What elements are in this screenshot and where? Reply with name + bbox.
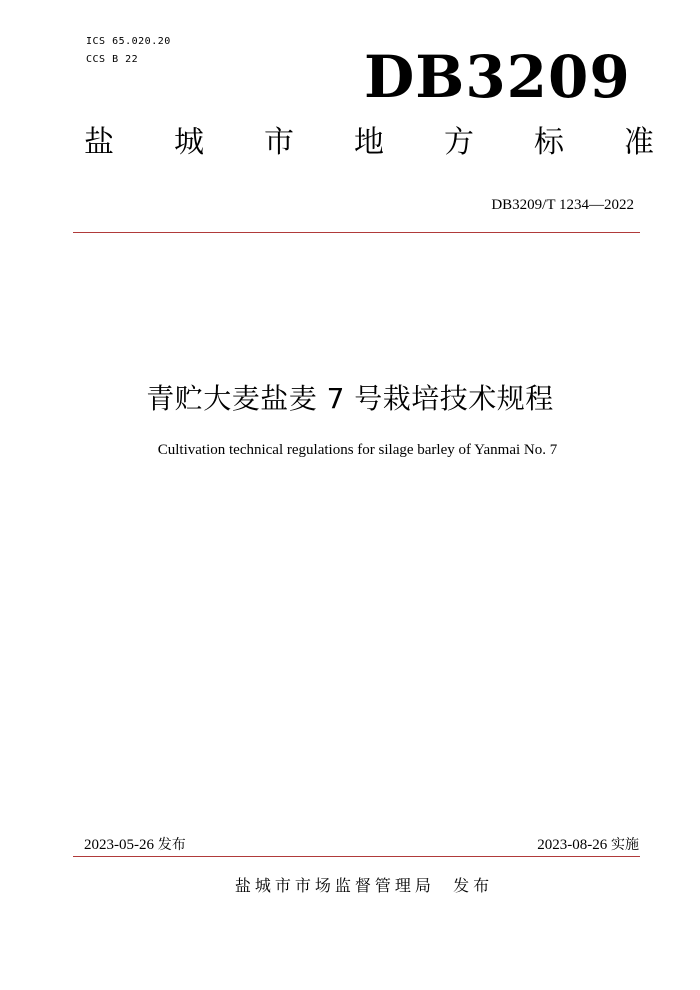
- publish-info: [84, 838, 186, 853]
- header-divider: [73, 232, 640, 233]
- title-english: Cultivation technical regulations for silage barley of Yanmai No. 7: [157, 442, 558, 458]
- issuer: 盐城市市场监督管理局 发布: [234, 876, 494, 895]
- footer-divider: [73, 856, 640, 857]
- implement-date: 2023-08-26: [537, 837, 608, 853]
- standard-type: [84, 125, 654, 160]
- standard-type-char: 地: [354, 125, 384, 160]
- standard-type-char: 准: [624, 125, 654, 160]
- standard-number: DB3209/T 1234—2022: [491, 197, 634, 213]
- publish-label: 发布: [157, 837, 186, 853]
- implement-label: 实施: [611, 837, 639, 853]
- publish-date: 2023-05-26: [84, 837, 154, 853]
- standard-type-char: 城: [174, 125, 204, 160]
- standard-type-char: 方: [444, 125, 474, 160]
- standard-code: DB3209: [364, 43, 631, 111]
- ccs-code: CCS B 22: [86, 54, 139, 65]
- implement-info: [537, 838, 639, 853]
- ics-code: ICS 65.020.20: [86, 36, 171, 47]
- standard-type-char: 市: [264, 125, 294, 160]
- standard-type-char: 盐: [84, 125, 114, 160]
- standard-type-char: 标: [534, 125, 564, 160]
- title-chinese: 青贮大麦盐麦 7 号栽培技术规程: [146, 382, 554, 415]
